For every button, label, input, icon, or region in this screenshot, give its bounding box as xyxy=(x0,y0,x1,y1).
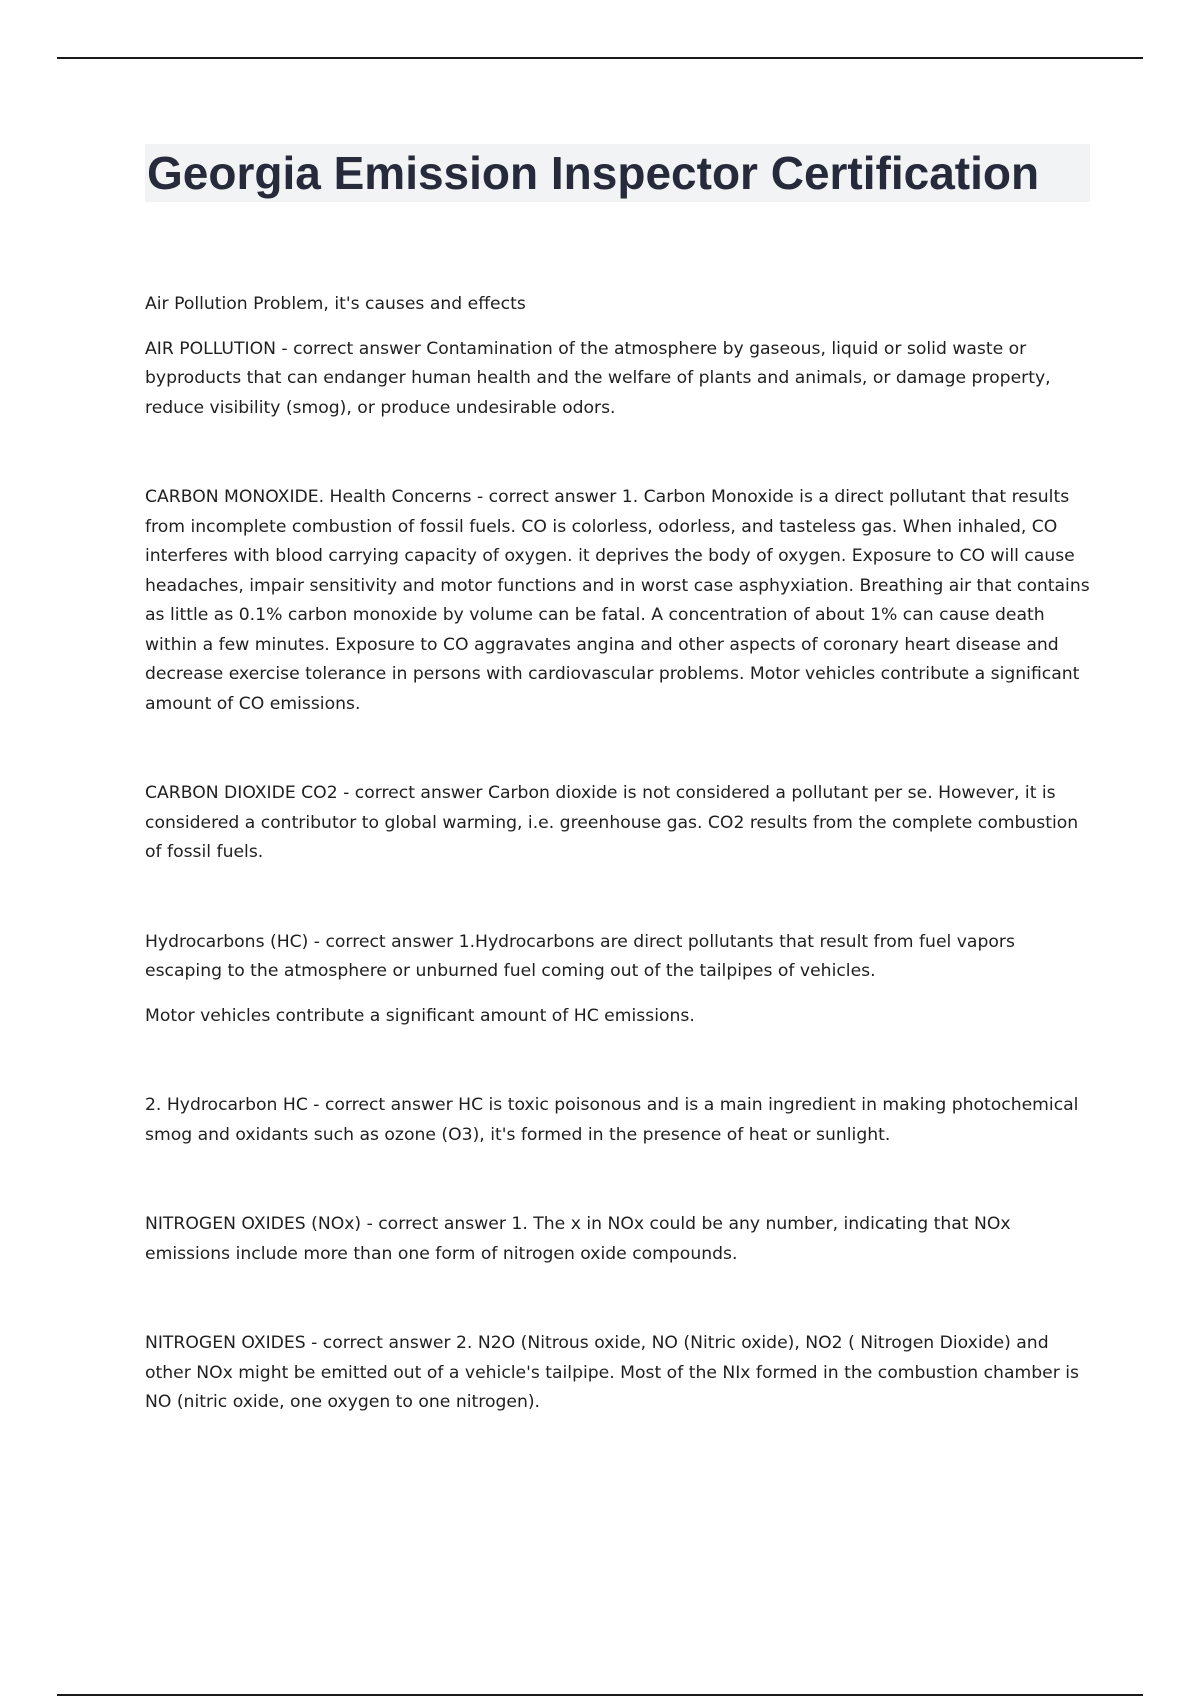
entry-nitrogen-oxides: NITROGEN OXIDES - correct answer 2. N2O (Nitrous oxide, NO (Nitric oxide), NO2 ( Nitrogen Dioxide) and other NOx might be emitted out of a vehicle's tailpipe. Most of the NIx formed in the combustion chamber is NO (nitric oxide, one oxygen to one nitrogen). xyxy=(145,1333,1079,1412)
entry-carbon-monoxide: CARBON MONOXIDE. Health Concerns - correct answer 1. Carbon Monoxide is a direct pollutant that results from incomplete combustion of fossil fuels. CO is colorless, odorless, and tasteless gas. When inhaled, CO interferes with blood carrying capacity of oxygen. it deprives the body of oxygen. Exposure to CO will cause headaches, impair sensitivity and motor functions and in worst case asphyxiation. Breathing air that contains as little as 0.1% carbon monoxide by volume can be fatal. A concentration of about 1% can cause death within a few minutes. Exposure to CO aggravates angina and other aspects of coronary heart disease and decrease exercise tolerance in persons with cardiovascular problems. Motor vehicles contribute a significant amount of CO emissions. xyxy=(145,487,1090,714)
entry-hydrocarbons-note: Motor vehicles contribute a significant amount of HC emissions. xyxy=(145,1005,695,1026)
document-body xyxy=(145,290,1090,1418)
entry-hydrocarbons: Hydrocarbons (HC) - correct answer 1.Hydrocarbons are direct pollutants that result from fuel vapors escaping to the atmosphere or unburned fuel coming out of the tailpipes of vehicles. xyxy=(145,931,1015,981)
section-subtitle: Air Pollution Problem, it's causes and effects xyxy=(145,294,526,314)
title-highlight xyxy=(145,144,1090,202)
entry-hydrocarbon-hc: 2. Hydrocarbon HC - correct answer HC is toxic poisonous and is a main ingredient in making photochemical smog and oxidants such as ozone (O3), it's formed in the presence of heat or sunlight. xyxy=(145,1095,1079,1145)
entry-nitrogen-oxides-nox: NITROGEN OXIDES (NOx) - correct answer 1. The x in NOx could be any number, indicating that NOx emissions include more than one form of nitrogen oxide compounds. xyxy=(145,1214,1011,1264)
document-title: Georgia Emission Inspector Certification xyxy=(147,147,1040,199)
header-rule xyxy=(57,57,1143,59)
entry-carbon-dioxide: CARBON DIOXIDE CO2 - correct answer Carbon dioxide is not considered a pollutant per se. However, it is considered a contributor to global warming, i.e. greenhouse gas. CO2 results from the complete combustion of fossil fuels. xyxy=(145,783,1079,862)
footer-rule xyxy=(57,1694,1143,1696)
entry-air-pollution: AIR POLLUTION - correct answer Contamination of the atmosphere by gaseous, liquid or solid waste or byproducts that can endanger human health and the welfare of plants and animals, or damage property, reduce visibility (smog), or produce undesirable odors. xyxy=(145,338,1051,418)
